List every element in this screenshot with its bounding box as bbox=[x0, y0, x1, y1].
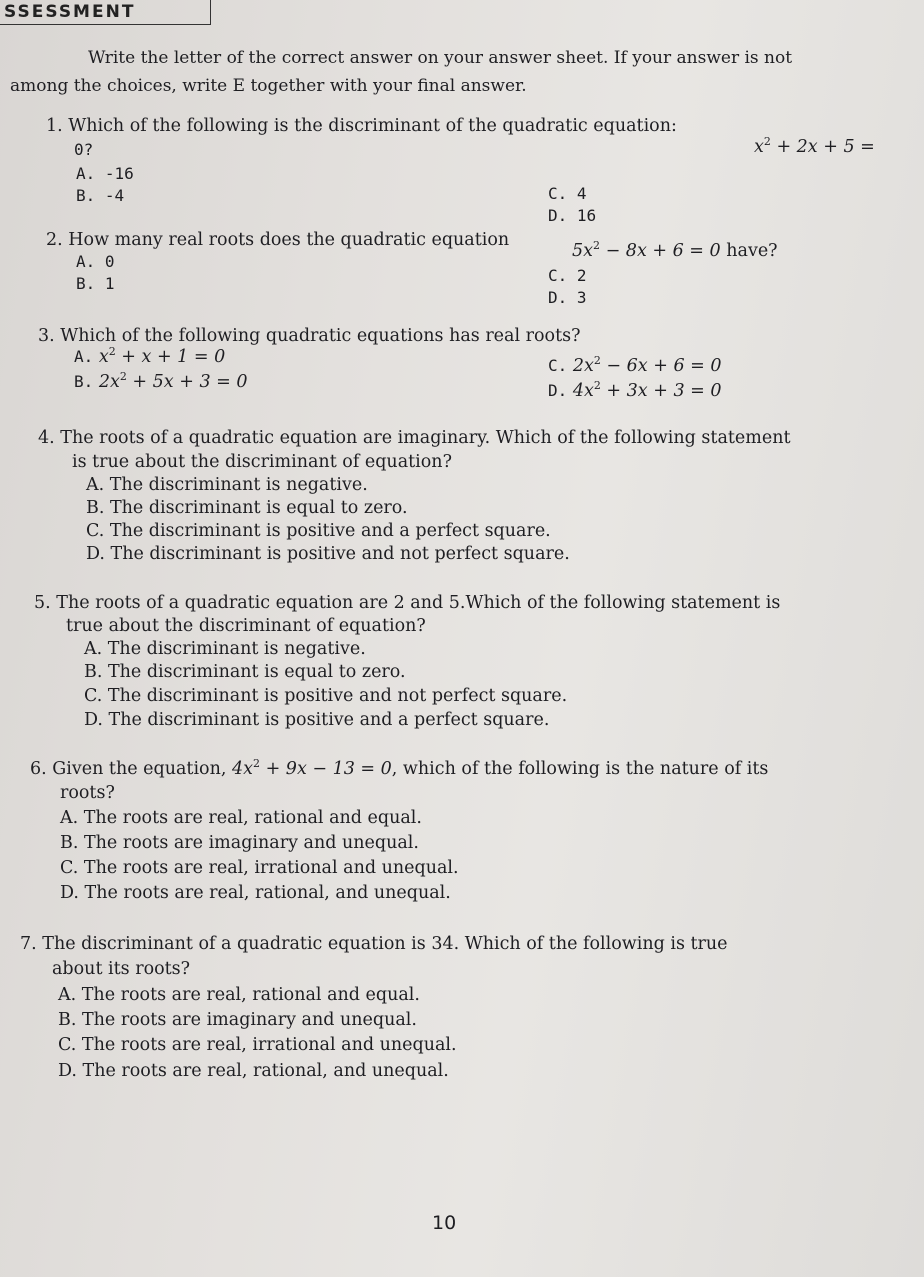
choice-d: D. The roots are real, rational, and unequal. bbox=[58, 1061, 449, 1081]
choice-b: B. The roots are imaginary and unequal. bbox=[58, 1010, 417, 1030]
choice-a: A. 0 bbox=[76, 252, 115, 271]
instructions-line-1: Write the letter of the correct answer on your answer sheet. If your answer is not bbox=[88, 48, 793, 68]
choice-b: B. $2x^2 + 5x + 3 = 0$ bbox=[74, 370, 248, 392]
choice-a: A. The discriminant is negative. bbox=[86, 475, 368, 495]
choice-d: D. 16 bbox=[548, 206, 597, 225]
question-2-equation: $5x^2 - 8x + 6 = 0$ have? bbox=[572, 239, 778, 261]
choice-a: A. $x^2 + x + 1 = 0$ bbox=[74, 345, 226, 367]
choice-d: D. $4x^2 + 3x + 3 = 0$ bbox=[548, 379, 722, 401]
question-7-line-2: about its roots? bbox=[52, 959, 191, 979]
choice-b: B. 1 bbox=[76, 274, 115, 293]
choice-b: B. The discriminant is equal to zero. bbox=[86, 498, 408, 518]
instructions-line-2: among the choices, write E together with your final answer. bbox=[10, 76, 527, 96]
question-3: 3. Which of the following quadratic equations has real roots? bbox=[38, 326, 581, 346]
choice-a: A. The roots are real, rational and equal. bbox=[58, 985, 420, 1005]
page-number: 10 bbox=[432, 1212, 457, 1234]
question-6: 6. Given the equation, $4x^2 + 9x - 13 = 0$, which of the following is the nature of its bbox=[30, 757, 769, 779]
choice-c: C. 4 bbox=[548, 184, 587, 203]
question-4-line-2: is true about the discriminant of equation? bbox=[72, 452, 452, 472]
choice-c: C. The discriminant is positive and not perfect square. bbox=[84, 686, 568, 706]
section-title: SSESSMENT bbox=[4, 2, 136, 22]
choice-c: C. 2 bbox=[548, 266, 587, 285]
choice-c: C. The roots are real, irrational and unequal. bbox=[60, 858, 459, 878]
choice-d: D. The discriminant is positive and not perfect square. bbox=[86, 544, 570, 564]
question-1 bbox=[46, 116, 677, 136]
choice-c: C. The roots are real, irrational and unequal. bbox=[58, 1035, 457, 1055]
choice-c: C. The discriminant is positive and a perfect square. bbox=[86, 521, 551, 541]
question-6-line-2: roots? bbox=[60, 783, 115, 803]
question-2: 2. How many real roots does the quadratic equation bbox=[46, 230, 510, 250]
question-4: 4. The roots of a quadratic equation are imaginary. Which of the following statement bbox=[38, 428, 791, 448]
choice-b: B. The roots are imaginary and unequal. bbox=[60, 833, 419, 853]
choice-d: D. The discriminant is positive and a perfect square. bbox=[84, 710, 550, 730]
choice-a: A. The discriminant is negative. bbox=[84, 639, 366, 659]
question-text: Which of the following is the discriminant of the quadratic equation: bbox=[68, 116, 677, 136]
choice-b: B. -4 bbox=[76, 186, 125, 205]
choice-a: A. The roots are real, rational and equal. bbox=[60, 808, 422, 828]
question-number: 1. bbox=[46, 116, 63, 136]
question-1-continuation: 0? bbox=[74, 140, 94, 159]
choice-b: B. The discriminant is equal to zero. bbox=[84, 662, 406, 682]
choice-a: A. -16 bbox=[76, 164, 134, 183]
choice-c: C. $2x^2 - 6x + 6 = 0$ bbox=[548, 354, 722, 376]
question-5-line-2: true about the discriminant of equation? bbox=[66, 616, 426, 636]
question-1-equation: $x^2 + 2x + 5$ = bbox=[754, 135, 875, 157]
question-5: 5. The roots of a quadratic equation are 2 and 5.Which of the following statement is bbox=[34, 593, 781, 613]
choice-d: D. The roots are real, rational, and unequal. bbox=[60, 883, 451, 903]
choice-d: D. 3 bbox=[548, 288, 587, 307]
question-7: 7. The discriminant of a quadratic equation is 34. Which of the following is true bbox=[20, 934, 728, 954]
